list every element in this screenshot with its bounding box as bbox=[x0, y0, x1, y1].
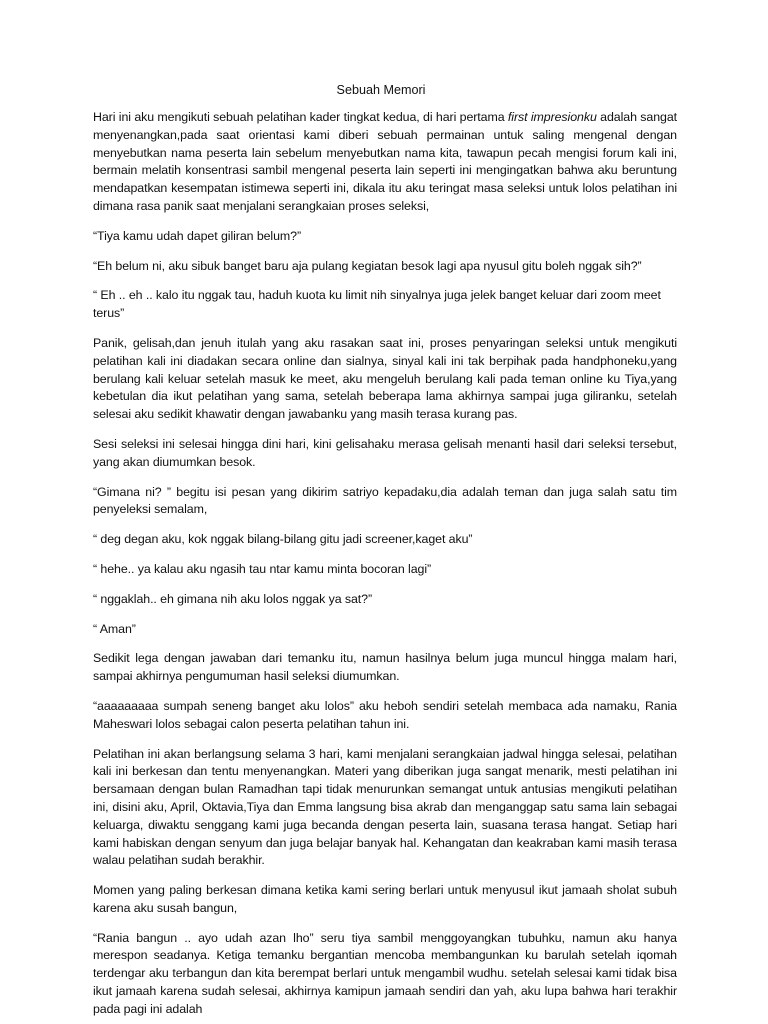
paragraph: Momen yang paling berkesan dimana ketika kami sering berlari untuk menyusul ikut jamaah sholat subuh karena aku susah bangun, bbox=[93, 883, 677, 915]
intro-text-start: Hari ini aku mengikuti sebuah pelatihan kader tingkat kedua, di hari pertama bbox=[93, 110, 508, 124]
paragraph: Sesi seleksi ini selesai hingga dini hari, kini gelisahaku merasa gelisah menanti hasil dari seleksi tersebut, yang akan diumumkan besok. bbox=[93, 436, 677, 469]
paragraph: Panik, gelisah,dan jenuh itulah yang aku rasakan saat ini, proses penyaringan seleksi untuk mengikuti pelatihan kali ini diadakan secara online dan sialnya, sinyal kali ini tak berpihak pada handphoneku,yang berulang kali keluar setelah masuk ke meet, aku mengeluh berulang kali pada teman online ku Tiya,yang kebetulan dia ikut pelatihan yang sama, setelah beberapa lama akhirnya sampai juga giliranku, setelah selesai aku sedikit khawatir dengan jawabanku yang masih terasa kurang pas. bbox=[93, 335, 677, 422]
dialogue-line: “ nggaklah.. eh gimana nih aku lolos nggak ya sat?” bbox=[93, 591, 373, 606]
paragraph-intro bbox=[93, 109, 677, 216]
dialogue-line: “ Aman” bbox=[93, 621, 136, 636]
dialogue-line: “Tiya kamu udah dapet giliran belum?” bbox=[93, 228, 302, 243]
paragraph: “aaaaaaaaa sumpah seneng banget aku lolos” aku heboh sendiri setelah membaca ada namaku, Rania Maheswari lolos sebagai calon peserta pelatihan tahun ini. bbox=[93, 698, 677, 731]
dialogue-line: “ deg degan aku, kok nggak bilang-bilang gitu jadi screener,kaget aku” bbox=[93, 532, 473, 547]
intro-text-end: adalah sangat menyenangkan,pada saat orientasi kami diberi sebuah permainan untuk saling mengenal dengan menyebutkan nama peserta lain sebelum menyebutkan nama kita, tawapun pecah mengisi forum kali ini, bermain melatih konsentrasi sambil mengenal peserta lain seperti ini mengingatkan bahwa aku beruntung mendapatkan kesempatan istimewa seperti ini, dikala itu aku teringat masa seleksi untuk lolos pelatihan ini dimana rasa panik saat menjalani serangkaian proses seleksi, bbox=[93, 110, 677, 213]
dialogue-line: “Eh belum ni, aku sibuk banget baru aja pulang kegiatan besok lagi apa nyusul gitu boleh nggak sih?” bbox=[93, 258, 642, 273]
paragraph: Pelatihan ini akan berlangsung selama 3 hari, kami menjalani serangkaian jadwal hingga selesai, pelatihan kali ini berkesan dan tentu menyenangkan. Materi yang diberikan juga sangat menarik, mesti pelatihan ini bersamaan dengan bulan Ramadhan tapi tidak menurunkan semangat untuk antusias mengikuti pelatihan ini, disini aku, April, Oktavia,Tiya dan Emma langsung bisa akrab dan menganggap satu sama lain sebagai keluarga, diwaktu senggang kami juga becanda dengan peserta lain, suasana terasa hangat. Setiap hari kami habiskan dengan senyum dan juga belajar banyak hal. Kehangatan dan keakraban kami masih terasa walau pelatihan sudah berakhir. bbox=[93, 746, 677, 868]
dialogue-line: “ Eh .. eh .. kalo itu nggak tau, haduh kuota ku limit nih sinyalnya juga jelek banget keluar dari zoom meet terus” bbox=[93, 288, 661, 321]
paragraph: “Gimana ni? ” begitu isi pesan yang dikirim satriyo kepadaku,dia adalah teman dan juga salah satu tim penyeleksi semalam, bbox=[93, 484, 677, 517]
paragraph: “Rania bangun .. ayo udah azan lho” seru tiya sambil menggoyangkan tubuhku, namun aku hanya merespon seadanya. Ketiga temanku bergantian mencoba membangunkan ku barulah setelah iqomah terdengar aku terbangun dan kita berempat berlari untuk mengambil wudhu. setelah selesai kami tidak bisa ikut jamaah karena sudah selesai, akhirnya kamipun jamaah sendiri dan yah, aku lupa bahwa hari terakhir pada pagi ini adalah bbox=[93, 930, 677, 1016]
document-title: Sebuah Memori bbox=[336, 83, 426, 97]
intro-italic-phrase: first impresionku bbox=[507, 110, 597, 124]
paragraph: Sedikit lega dengan jawaban dari temanku itu, namun hasilnya belum juga muncul hingga malam hari, sampai akhirnya pengumuman hasil seleksi diumumkan. bbox=[93, 651, 677, 684]
dialogue-line: “ hehe.. ya kalau aku ngasih tau ntar kamu minta bocoran lagi” bbox=[93, 561, 432, 576]
